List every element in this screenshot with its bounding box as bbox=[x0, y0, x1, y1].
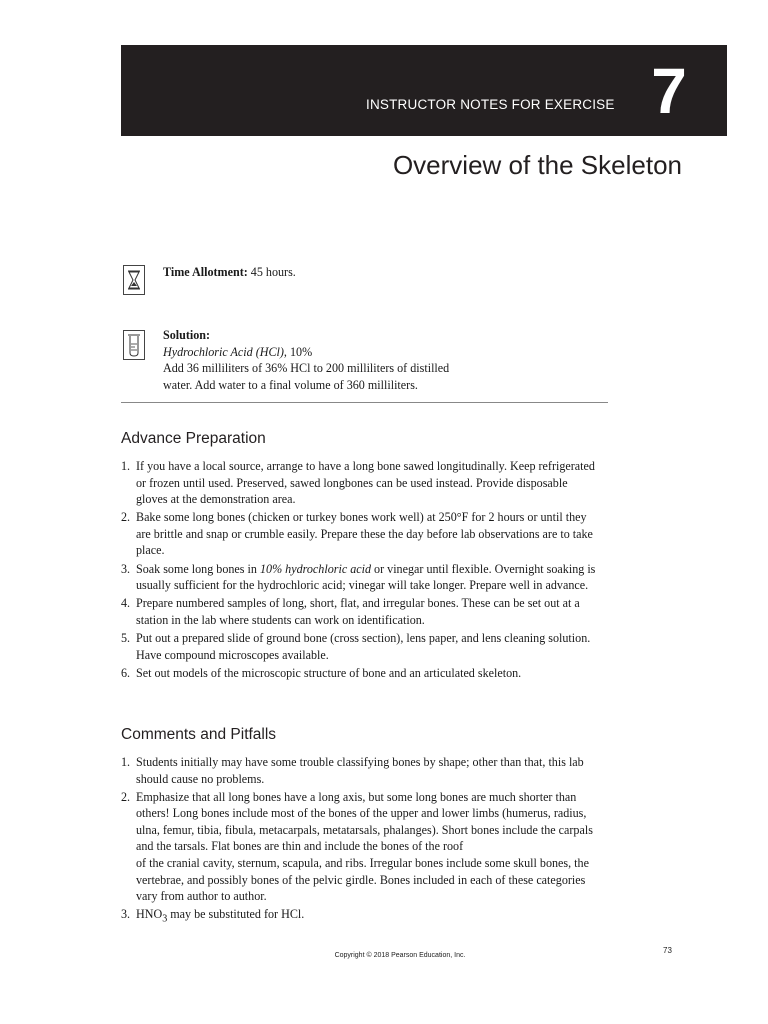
time-allotment bbox=[163, 264, 296, 281]
list-item: 6. Set out models of the microscopic structure of bone and an articulated skeleton. bbox=[121, 665, 522, 680]
list-item: 5. Put out a prepared slide of ground bone (cross section), lens paper, and lens cleaning solution. Have compound microscopes available. bbox=[121, 630, 591, 662]
list-item: 4. Prepare numbered samples of long, short, flat, and irregular bones. These can be set out at a station in the lab where students can work on identification. bbox=[121, 596, 580, 627]
page-number: 73 bbox=[663, 946, 672, 955]
beaker-icon bbox=[123, 330, 145, 360]
copyright-notice: Copyright © 2018 Pearson Education, Inc. bbox=[334, 952, 466, 959]
solution-heading: Solution: bbox=[163, 328, 211, 342]
section-divider bbox=[121, 402, 608, 403]
page-title: Overview of the Skeleton bbox=[392, 150, 682, 180]
comments-pitfalls-heading: Comments and Pitfalls bbox=[121, 726, 277, 743]
time-label: Time Allotment: bbox=[163, 265, 248, 279]
list-item: 1. Students initially may have some trouble classifying bones by shape; other than that, this lab should cause no problems. bbox=[121, 755, 584, 786]
solution-line-1: Add 36 milliliters of 36% HCl to 200 milliliters of distilled bbox=[163, 361, 450, 376]
list-item: 1. If you have a local source, arrange to have a long bone sawed longitudinally. Keep refrigerated or frozen until used. Preserved, sawed longbones can be used instead. Provide disposable gloves at the demonstration area. bbox=[121, 459, 595, 507]
chapter-banner bbox=[121, 45, 727, 136]
list-item: 2. Bake some long bones (chicken or turkey bones work well) at 250°F for 2 hours or until they are brittle and snap or crumble easily. Prepare these the day before lab observations are to take place. bbox=[121, 510, 593, 558]
exercise-number: 7 bbox=[651, 55, 687, 127]
list-item: 3. $HNO_3$ may be substituted for HCl. bbox=[121, 907, 305, 925]
advance-preparation-heading: Advance Preparation bbox=[121, 430, 266, 447]
solution-block bbox=[163, 327, 503, 393]
time-value: 45 hours. bbox=[250, 265, 296, 279]
solution-name-line bbox=[163, 344, 503, 361]
list-item: 3. Soak some long bones in 10% hydrochloric acid or vinegar until flexible. Overnight soaking is usually sufficient for the hydrochloric acid; vinegar will take longer. Prepare well in advance. bbox=[121, 561, 596, 593]
hourglass-icon bbox=[123, 265, 145, 295]
banner-label: INSTRUCTOR NOTES FOR EXERCISE bbox=[366, 97, 615, 112]
solution-name: Hydrochloric Acid (HCl) bbox=[163, 344, 284, 359]
comments-pitfalls-list bbox=[121, 754, 601, 930]
solution-line-2: water. Add water to a final volume of 360 milliliters. bbox=[163, 377, 418, 392]
list-item: 2. Emphasize that all long bones have a long axis, but some long bones are much shorter than others! Long bones include most of the bones of the upper and lower limbs (humerus, radius, ulna, femur, tibia, fibula, metacarpals, metatarsals, phalanges). Short bones include the carpals and the tarsals. Flat bones are thin and include the bones of the roof of the cranial cavity, sternum, scapula, and ribs. Irregular bones include some skull bones, the vertebrae, and possibly bones of the pelvic girdle. Bones included in each of these categories vary from author to author. bbox=[121, 789, 593, 904]
advance-preparation-list bbox=[121, 458, 601, 683]
solution-concentration: , 10% bbox=[283, 344, 313, 359]
